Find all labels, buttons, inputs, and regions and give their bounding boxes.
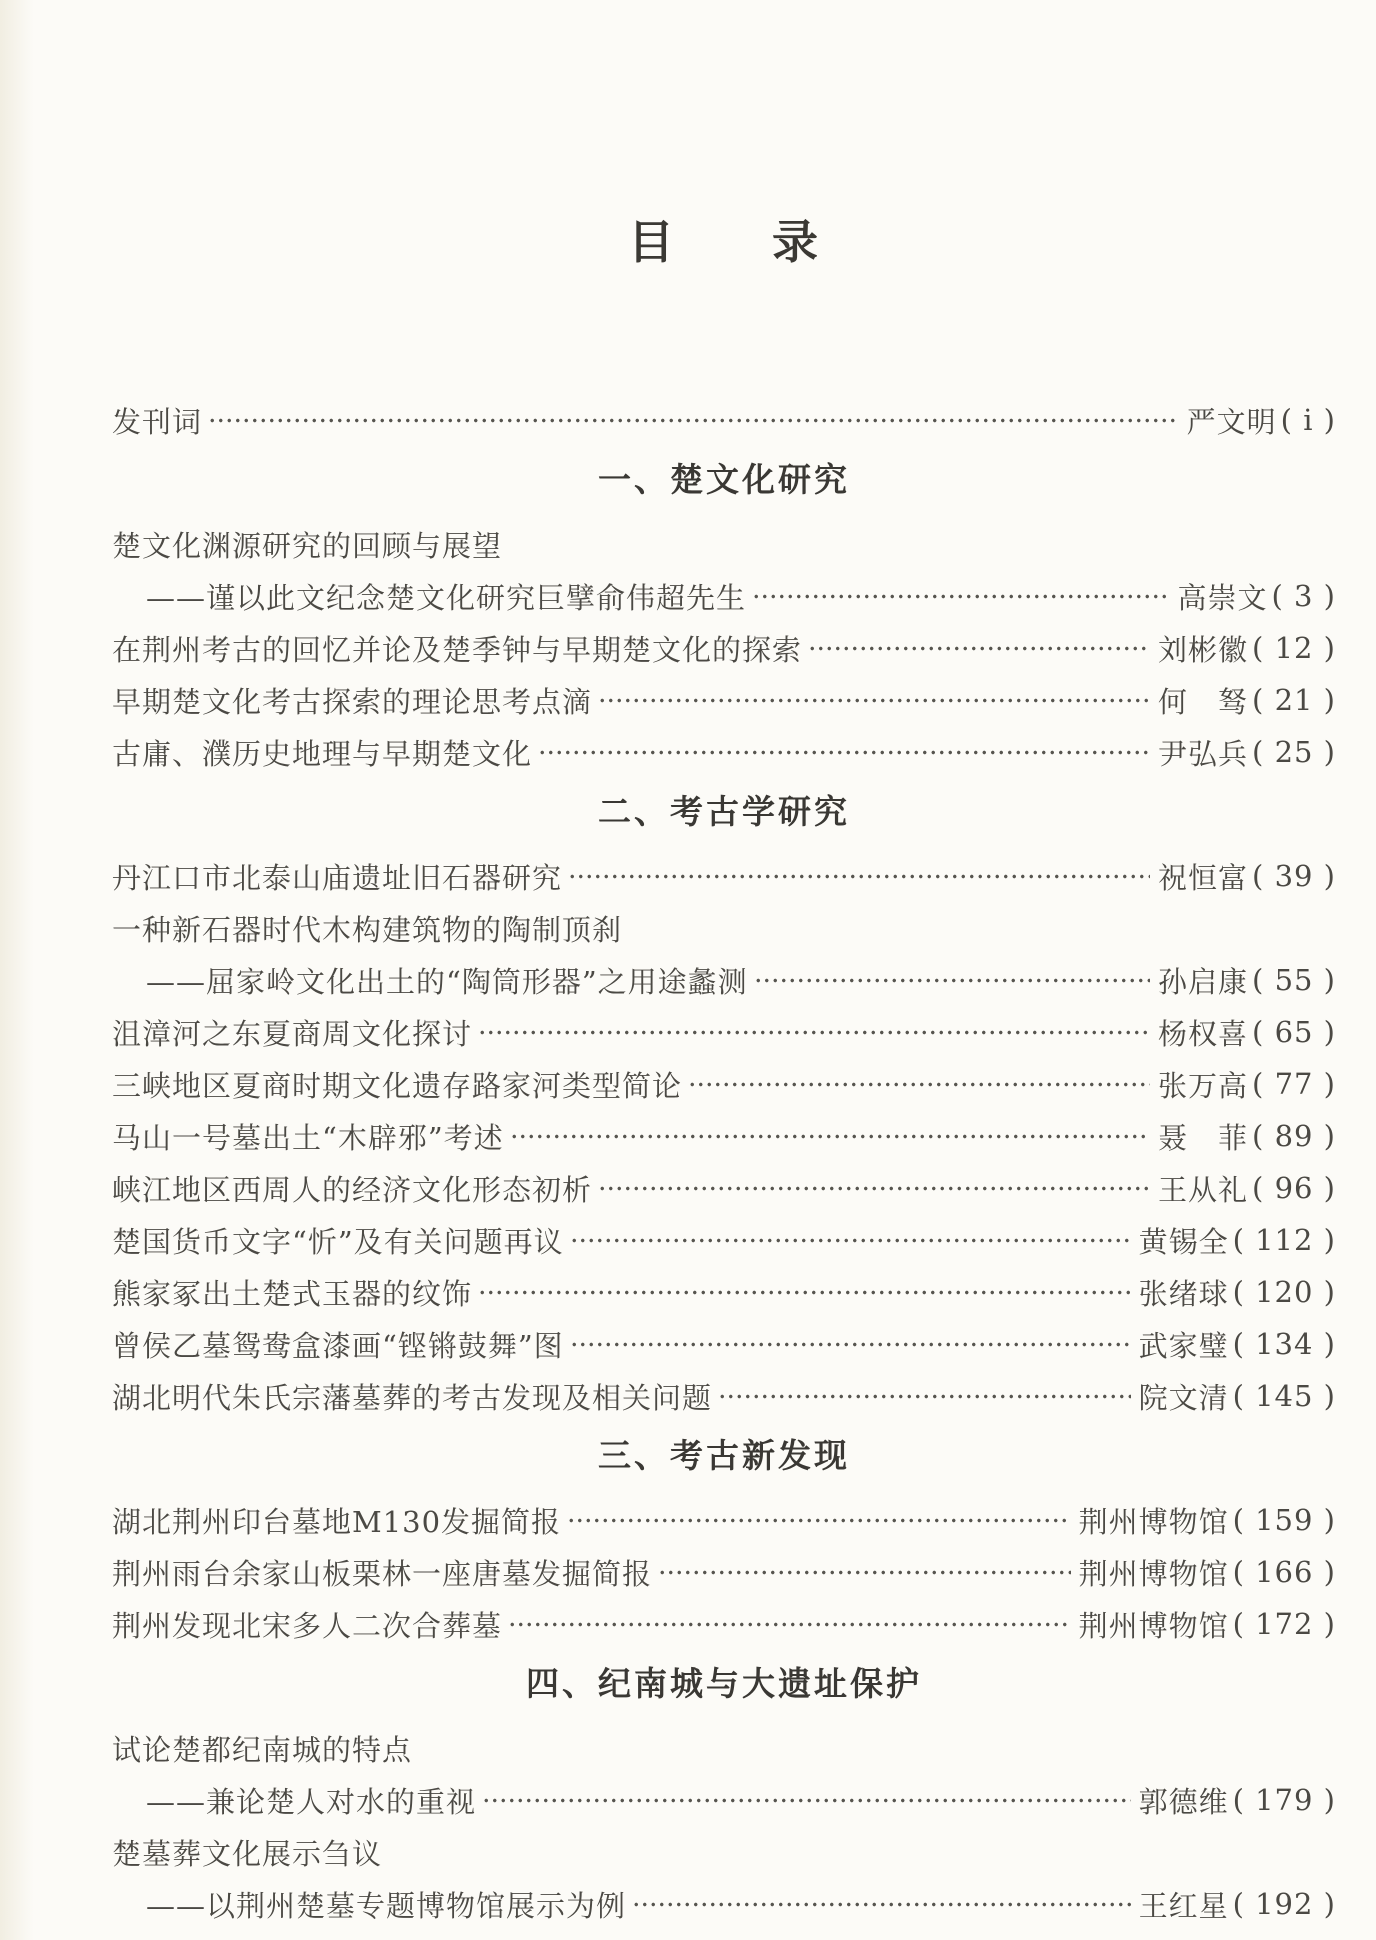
- entry-author: 张绪球: [1138, 1276, 1229, 1311]
- toc-row: [112, 1058, 1336, 1110]
- section-heading: 一、楚文化研究: [598, 460, 850, 499]
- dot-leader: [478, 1006, 1150, 1058]
- entry-subtitle: ——以荆州楚墓专题博物馆展示为例: [146, 1888, 627, 1923]
- toc-row: [112, 1162, 1336, 1214]
- entry-page: ( 25 ): [1252, 735, 1336, 769]
- entry-subtitle: ——谨以此文纪念楚文化研究巨擘俞伟超先生: [146, 580, 747, 615]
- entry-title: 峡江地区西周人的经济文化形态初析: [112, 1172, 593, 1207]
- entry-page: ( 77 ): [1252, 1067, 1336, 1101]
- toc-row: [112, 1878, 1336, 1930]
- dot-leader: [538, 726, 1150, 778]
- toc-row: [112, 1370, 1336, 1422]
- entry-title: 荆州发现北宋多人二次合葬墓: [112, 1608, 503, 1643]
- entry-author: 聂 菲: [1158, 1120, 1249, 1155]
- toc-row: [112, 850, 1336, 902]
- entry-page: ( 65 ): [1252, 1015, 1336, 1049]
- entry-author: 张万高: [1158, 1068, 1249, 1103]
- dot-leader: [478, 1266, 1131, 1318]
- entry-title: 楚文化渊源研究的回顾与展望: [112, 528, 503, 563]
- dot-leader: [508, 1598, 1071, 1650]
- dot-leader: [570, 1214, 1131, 1266]
- entry-title: 曾侯乙墓鸳鸯盒漆画“铿锵鼓舞”图: [112, 1328, 564, 1363]
- entry-author: 郭德维: [1138, 1784, 1229, 1819]
- toc-row: [112, 1214, 1336, 1266]
- entry-page: ( 145 ): [1232, 1379, 1336, 1413]
- entry-page: ( 159 ): [1232, 1503, 1336, 1537]
- toc-row: [112, 1722, 1336, 1774]
- toc-section: [112, 1436, 1336, 1650]
- entry-page: ( 192 ): [1232, 1887, 1336, 1921]
- dot-leader: [482, 1774, 1131, 1826]
- toc-row: [112, 954, 1336, 1006]
- toc-row: [112, 1006, 1336, 1058]
- dot-leader: [598, 674, 1150, 726]
- entry-page: ( 112 ): [1232, 1223, 1336, 1257]
- dot-leader: [208, 394, 1179, 446]
- entry-title: 一种新石器时代木构建筑物的陶制顶刹: [112, 912, 623, 947]
- entry-author: 王红星: [1138, 1888, 1229, 1923]
- dot-leader: [688, 1058, 1150, 1110]
- entry-page: ( i ): [1280, 403, 1336, 437]
- toc-row: [112, 1318, 1336, 1370]
- entry-title: 在荆州考古的回忆并论及楚季钟与早期楚文化的探索: [112, 632, 803, 667]
- entry-title: 三峡地区夏商时期文化遗存路家河类型简论: [112, 1068, 683, 1103]
- toc-row: [112, 674, 1336, 726]
- dot-leader: [598, 1162, 1150, 1214]
- entry-author: 刘彬徽: [1158, 632, 1249, 667]
- entry-title: 发刊词: [112, 404, 203, 439]
- entry-author: 荆州博物馆: [1078, 1504, 1229, 1539]
- toc-section: [112, 792, 1336, 1422]
- section-heading: 三、考古新发现: [598, 1436, 850, 1475]
- toc-row: [112, 518, 1336, 570]
- entry-author: 严文明: [1186, 404, 1277, 439]
- entry-title: 楚墓葬文化展示刍议: [112, 1836, 383, 1871]
- entry-author: 高崇文: [1177, 580, 1268, 615]
- toc-row: [112, 394, 1336, 446]
- toc-row: [112, 570, 1336, 622]
- entry-page: ( 12 ): [1252, 631, 1336, 665]
- entry-title: 荆州雨台余家山板栗林一座唐墓发掘简报: [112, 1556, 653, 1591]
- toc-row: [112, 1826, 1336, 1878]
- entry-page: ( 120 ): [1232, 1275, 1336, 1309]
- entry-page: ( 21 ): [1252, 683, 1336, 717]
- dot-leader: [658, 1546, 1071, 1598]
- entry-title: 沮漳河之东夏商周文化探讨: [112, 1016, 473, 1051]
- entry-author: 荆州博物馆: [1078, 1556, 1229, 1591]
- toc-row: [112, 1494, 1336, 1546]
- toc-section: [112, 1664, 1336, 1930]
- toc-row: [112, 622, 1336, 674]
- entry-author: 孙启康: [1158, 964, 1249, 999]
- toc-row: [112, 1110, 1336, 1162]
- entry-author: 祝恒富: [1158, 860, 1249, 895]
- entry-title: 楚国货币文字“忻”及有关问题再议: [112, 1224, 564, 1259]
- entry-author: 何 驽: [1158, 684, 1249, 719]
- section-heading: 二、考古学研究: [598, 792, 850, 831]
- toc-row: [112, 1774, 1336, 1826]
- entry-title: 熊家冢出土楚式玉器的纹饰: [112, 1276, 473, 1311]
- dot-leader: [568, 850, 1150, 902]
- entry-author: 荆州博物馆: [1078, 1608, 1229, 1643]
- toc-section: [112, 460, 1336, 778]
- dot-leader: [752, 570, 1169, 622]
- page-title: 目 录: [628, 215, 820, 269]
- entry-page: ( 134 ): [1232, 1327, 1336, 1361]
- entry-author: 黄锡全: [1138, 1224, 1229, 1259]
- entry-author: 武家璧: [1138, 1328, 1229, 1363]
- dot-leader: [567, 1494, 1071, 1546]
- entry-page: ( 89 ): [1252, 1119, 1336, 1153]
- entry-page: ( 39 ): [1252, 859, 1336, 893]
- toc-row: [112, 902, 1336, 954]
- entry-author: 杨权喜: [1158, 1016, 1249, 1051]
- entry-title: 湖北荆州印台墓地M130发掘简报: [112, 1504, 562, 1539]
- toc-body: [112, 394, 1336, 1930]
- toc-row: [112, 1598, 1336, 1650]
- dot-leader: [808, 622, 1150, 674]
- entry-subtitle: ——兼论楚人对水的重视: [146, 1784, 477, 1819]
- toc-row: [112, 1266, 1336, 1318]
- section-heading: 四、纪南城与大遗址保护: [526, 1664, 922, 1703]
- entry-title: 丹江口市北泰山庙遗址旧石器研究: [112, 860, 563, 895]
- dot-leader: [754, 954, 1150, 1006]
- dot-leader: [632, 1878, 1131, 1930]
- entry-title: 早期楚文化考古探索的理论思考点滴: [112, 684, 593, 719]
- toc-row: [112, 726, 1336, 778]
- entry-author: 尹弘兵: [1158, 736, 1249, 771]
- entry-page: ( 166 ): [1232, 1555, 1336, 1589]
- entry-page: ( 96 ): [1252, 1171, 1336, 1205]
- entry-author: 王从礼: [1158, 1172, 1249, 1207]
- entry-title: 试论楚都纪南城的特点: [112, 1732, 413, 1767]
- toc-row: [112, 1546, 1336, 1598]
- entry-subtitle: ——屈家岭文化出土的“陶筒形器”之用途蠡测: [146, 964, 748, 999]
- entry-page: ( 172 ): [1232, 1607, 1336, 1641]
- entry-title: 湖北明代朱氏宗藩墓葬的考古发现及相关问题: [112, 1380, 713, 1415]
- entry-page: ( 3 ): [1271, 579, 1336, 613]
- entry-page: ( 179 ): [1232, 1783, 1336, 1817]
- entry-page: ( 55 ): [1252, 963, 1336, 997]
- entry-author: 院文清: [1138, 1380, 1229, 1415]
- entry-title: 古庸、濮历史地理与早期楚文化: [112, 736, 533, 771]
- dot-leader: [570, 1318, 1131, 1370]
- entry-title: 马山一号墓出土“木辟邪”考述: [112, 1120, 504, 1155]
- dot-leader: [510, 1110, 1150, 1162]
- dot-leader: [718, 1370, 1131, 1422]
